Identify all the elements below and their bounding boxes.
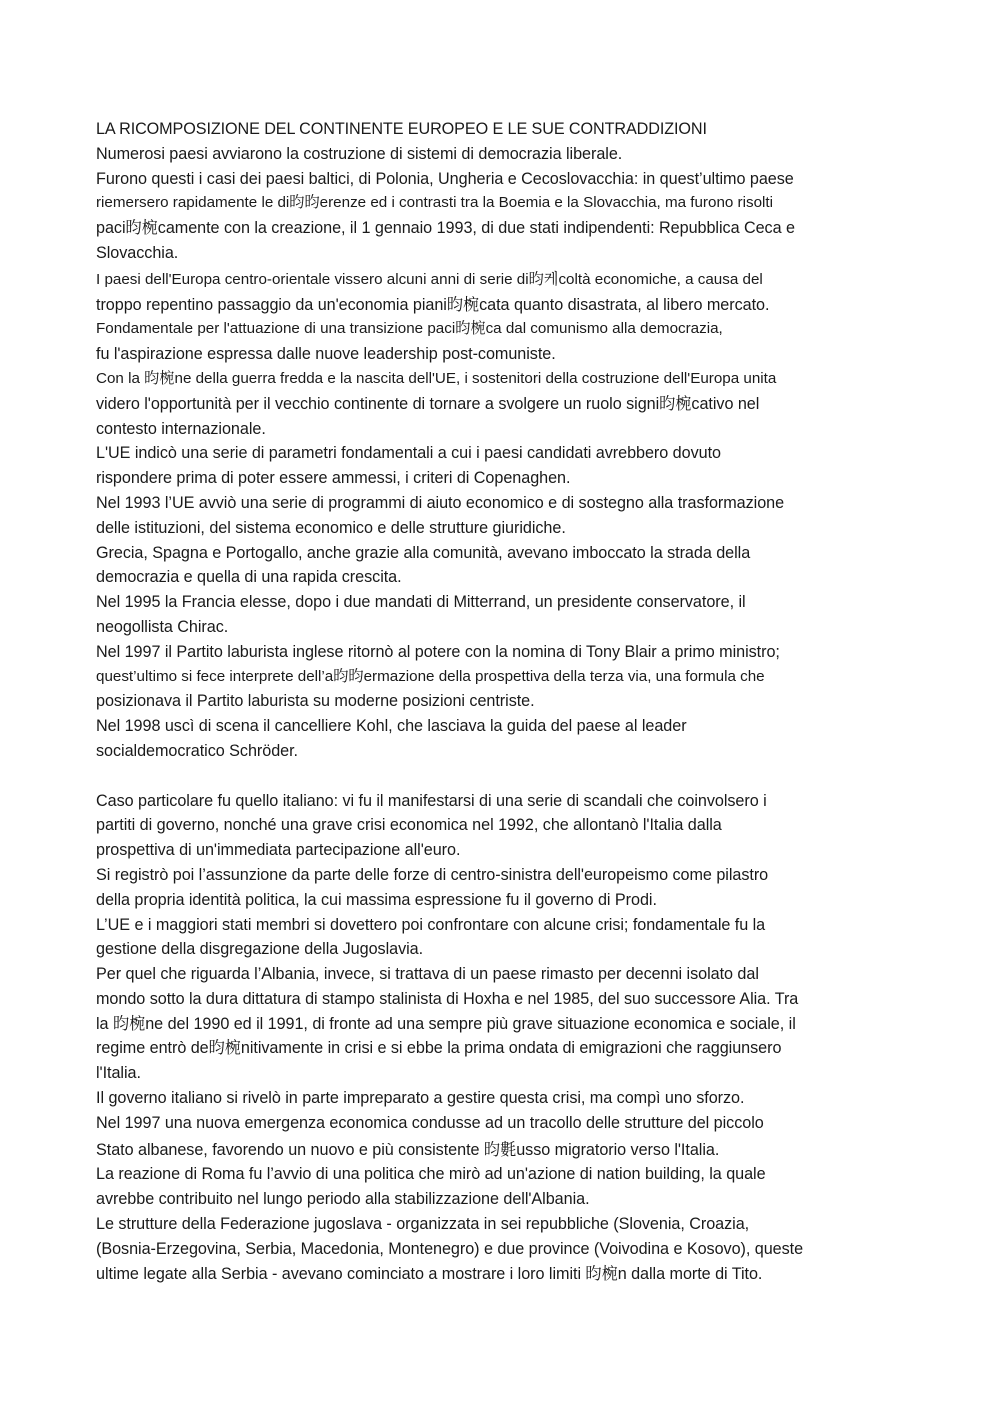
text-line: La reazione di Roma fu l’avvio di una politica che mirò ad un'azione di nation building, la quale bbox=[96, 1165, 766, 1184]
text-line: Caso particolare fu quello italiano: vi fu il manifestarsi di una serie di scandali che coinvolsero i bbox=[96, 791, 767, 810]
text-line: avrebbe contribuito nel lungo periodo alla stabilizzazione dell'Albania. bbox=[96, 1190, 590, 1209]
text-line: socialdemocratico Schröder. bbox=[96, 741, 298, 760]
text-line: Grecia, Spagna e Portogallo, anche grazie alla comunità, avevano imboccato la strada della bbox=[96, 543, 751, 562]
text-line: contesto internazionale. bbox=[96, 419, 266, 438]
text-line: l'Italia. bbox=[96, 1064, 141, 1083]
text-line: Numerosi paesi avviarono la costruzione di sistemi di democrazia liberale. bbox=[96, 144, 623, 163]
text-line: Il governo italiano si rivelò in parte impreparato a gestire questa crisi, ma compì uno sforzo. bbox=[96, 1089, 745, 1108]
text-line: delle istituzioni, del sistema economico e delle strutture giuridiche. bbox=[96, 518, 566, 537]
text-line: la 昀椀ne del 1990 ed il 1991, di fronte ad una sempre più grave situazione economica e sociale, il bbox=[96, 1014, 796, 1033]
text-line: ultime legate alla Serbia - avevano cominciato a mostrare i loro limiti 昀椀n dalla morte di Tito. bbox=[96, 1264, 763, 1283]
document-title: LA RICOMPOSIZIONE DEL CONTINENTE EUROPEO E LE SUE CONTRADDIZIONI bbox=[96, 120, 707, 138]
text-line: partiti di governo, nonché una grave crisi economica nel 1992, che allontanò l'Italia dalla bbox=[96, 816, 722, 835]
text-line: Si registrò poi l’assunzione da parte delle forze di centro-sinistra dell'europeismo come pilastro bbox=[96, 865, 769, 884]
text-line: quest’ultimo si fece interprete dell’a昀昀ermazione della prospettiva della terza via, una formula che bbox=[96, 667, 765, 685]
text-line: della propria identità politica, la cui massima espressione fu il governo di Prodi. bbox=[96, 890, 657, 909]
text-line: Per quel che riguarda l’Albania, invece, si trattava di un paese rimasto per decenni isolato dal bbox=[96, 965, 759, 984]
text-line: fu l'aspirazione espressa dalle nuove leadership post-comuniste. bbox=[96, 345, 556, 364]
text-line: riemersero rapidamente le di昀昀erenze ed i contrasti tra la Boemia e la Slovacchia, ma furono risolti bbox=[96, 194, 773, 212]
text-line: Fondamentale per l'attuazione di una transizione paci昀椀ca dal comunismo alla democrazia, bbox=[96, 320, 723, 338]
text-line: mondo sotto la dura dittatura di stampo stalinista di Hoxha e nel 1985, del suo successore Alia. Tra bbox=[96, 989, 799, 1008]
text-line: Nel 1993 l’UE avviò una serie di programmi di aiuto economico e di sostegno alla trasformazione bbox=[96, 493, 785, 512]
text-line: Furono questi i casi dei paesi baltici, di Polonia, Ungheria e Cecoslovacchia: in quest’ultimo paese bbox=[96, 169, 794, 188]
text-line: paci昀椀camente con la creazione, il 1 gennaio 1993, di due stati indipendenti: Repubblica Ceca e bbox=[96, 219, 795, 238]
text-line: prospettiva di un'immediata partecipazione all'euro. bbox=[96, 841, 461, 860]
section-2 bbox=[96, 789, 908, 1287]
text-line: L'UE indicò una serie di parametri fondamentali a cui i paesi candidati avrebbero dovuto bbox=[96, 444, 721, 463]
text-line: Nel 1997 una nuova emergenza economica condusse ad un tracollo delle strutture del piccolo bbox=[96, 1113, 764, 1132]
text-line: regime entrò de昀椀nitivamente in crisi e si ebbe la prima ondata di emigrazioni che raggiunsero bbox=[96, 1039, 782, 1058]
text-line: L’UE e i maggiori stati membri si dovettero poi confrontare con alcune crisi; fondamentale fu la bbox=[96, 915, 766, 934]
text-line: gestione della disgregazione della Jugoslavia. bbox=[96, 940, 424, 959]
text-line: Nel 1997 il Partito laburista inglese ritornò al potere con la nomina di Tony Blair a primo ministro; bbox=[96, 642, 780, 661]
text-line: Stato albanese, favorendo un nuovo e più consistente 昀氀usso migratorio verso l'Italia. bbox=[96, 1140, 720, 1159]
paragraph-spacer bbox=[96, 764, 908, 789]
text-line: posizionava il Partito laburista su moderne posizioni centriste. bbox=[96, 692, 535, 711]
text-line: Nel 1995 la Francia elesse, dopo i due mandati di Mitterrand, un presidente conservatore, il bbox=[96, 593, 746, 612]
text-line: troppo repentino passaggio da un'economia piani昀椀cata quanto disastrata, al libero mercato. bbox=[96, 295, 770, 314]
text-line: democrazia e quella di una rapida crescita. bbox=[96, 568, 402, 587]
text-line: neogollista Chirac. bbox=[96, 617, 229, 636]
document-body bbox=[96, 117, 908, 1286]
text-line: I paesi dell'Europa centro-orientale vissero alcuni anni di serie di昀케coltà economiche, a causa del bbox=[96, 270, 763, 288]
section-1 bbox=[96, 142, 908, 764]
text-line: Slovacchia. bbox=[96, 243, 179, 262]
text-line: Con la 昀椀ne della guerra fredda e la nascita dell'UE, i sostenitori della costruzione dell'Europa unita bbox=[96, 369, 777, 387]
text-line: Le strutture della Federazione jugoslava - organizzata in sei repubbliche (Slovenia, Croazia, bbox=[96, 1215, 750, 1234]
text-line: videro l'opportunità per il vecchio continente di tornare a svolgere un ruolo signi昀椀cativo nel bbox=[96, 394, 760, 413]
text-line: rispondere prima di poter essere ammessi, i criteri di Copenaghen. bbox=[96, 469, 571, 488]
text-line: Nel 1998 uscì di scena il cancelliere Kohl, che lasciava la guida del paese al leader bbox=[96, 717, 687, 736]
text-line: (Bosnia-Erzegovina, Serbia, Macedonia, Montenegro) e due province (Voivodina e Kosovo), queste bbox=[96, 1239, 804, 1258]
